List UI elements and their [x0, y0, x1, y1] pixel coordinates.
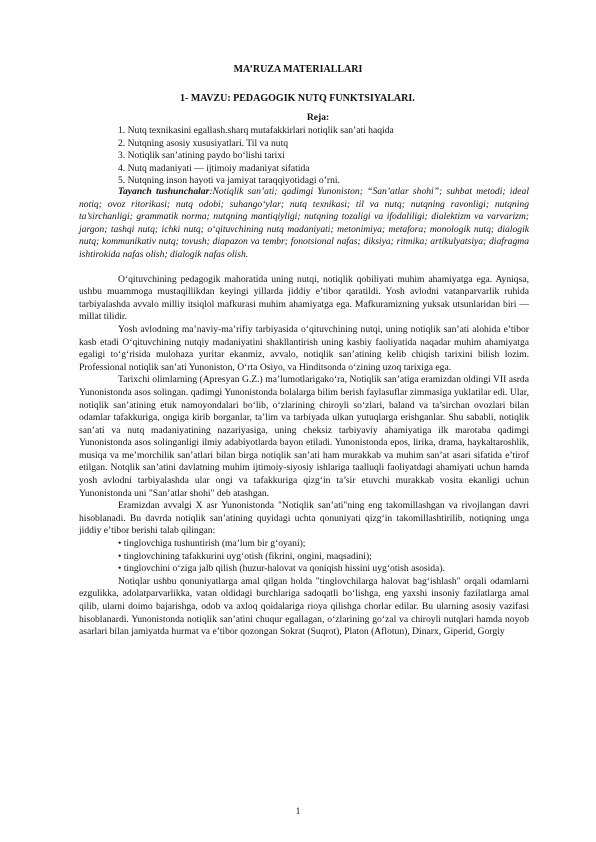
body-paragraph: Yosh avlodning ma’naviy-ma’rifiy tarbiyasida o‘qituvchining nutqi, uning notiqlik san’ati alohida e’tibor kasb etadi O‘qituvchining nutqiy madaniyatini shakllantirish uning kasbiy faoliyatida naqadar muhim ahamiyatga egaligi to‘g‘risida mulohaza yuritar ekanmiz, avvalo, notiqlik san’atining kelib chiqish tarixini bilish lozim. Professional notiqlik san’ati Yunoniston, O‘rta Osiyo, va Hinditsonda o‘zining uzoq tarixiga ega. [79, 323, 529, 373]
bullet-item: • tinglovchining tafakkurini uyg‘otish (fikrini, ongini, maqsadini); [118, 550, 372, 562]
body-text [79, 186, 529, 639]
document-title: MA’RUZA MATERIALLARI [233, 64, 363, 75]
body-paragraph: Notiqlar ushbu qonuniyatlarga amal qilgan holda "tinglovchilarga halovat bag‘ishlash" orqali odamlarni ezgulikka, adolatparvarlikka, vatan oldidagi burchlariga sadoqatli bo‘lishga, eng yaxshi insoniy fazilatlarga amal qilib, ularni doimo bajarishga, odob va axloq qoidalariga rioya qilishga chorlar edilar. Bu ularning asosiy vazifasi hisoblanardi. Yunonistonda notiqlik san’atini chuqur egallagan, o‘zlarining go‘zal va chiroyli nutqlari hamda noyob asarlari bilan jamiyatda hurmat va e’tibor qozongan Sokrat (Suqrot), Platon (Aflotun), Dinarx, Giperid, Gorgiy [79, 575, 529, 638]
keywords-label: Tayanch tushunchalar [118, 186, 210, 197]
topic-heading: 1- MAVZU: PEDAGOGIK NUTQ FUNKTSIYALARI. [180, 93, 415, 104]
plan-heading: Reja: [306, 112, 330, 123]
plan-item: 3. Notiqlik san’atining paydo bo‘lishi tarixi [118, 150, 285, 162]
page-number: 1 [295, 806, 301, 817]
keywords-paragraph [79, 186, 529, 262]
body-paragraph: Tarixchi olimlarning (Apresyan G.Z.) ma’lumotlarigako‘ra, Notiqlik san’atiga eramizdan oldingi VII asrda Yunonistonda asos solingan. qadimgi Yunonistonda bolalarga bilim berish faylasuflar zimmasiga yuklatilar edi. Ular, notiqlik san’atining etuk namoyondalari bo‘lib, o‘zlarining chiroyli so‘zlari, baland va ta’sirchan ovozlari bilan odamlar tafakkuriga, ongiga kirib borganlar, ta’lim va tarbiyada ulkan yutuqlarga erishganlar. Shu sababli, notiqlik san’ati va nutq madaniyatining nazariyasiga, uning cheksiz tarbiyaviy ahamiyatiga ilk marotaba qadimgi Yunonistonda asos solinganligi ilmiy adabiyotlarda bayon etiladi. Yunonistonda epos, lirika, drama, haykaltaroshlik, musiqa va me’morchilik san’atlari bilan birga notiqlik san’ati ham murakkab va muhim san’at asari sifatida e’tirof etilgan. Notqlik san’atini davlatning muhim ijtimoiy-siyosiy ishlariga taalluqli faoliyatdagi ahamiyati uchun hamda yosh avlodni tarbiyalashda ular ongi va tafakkuriga qizg‘in ta’sir etuvchi murakkab vosita ekanligi uchun Yunonistonda uni "San’atlar shohi" deb atashgan. [79, 374, 529, 499]
body-paragraph: O‘qituvchining pedagogik mahoratida uning nutqi, notiqlik qobiliyati muhim ahamiyatga ega. Ayniqsa, ushbu muammoga mustaqillikdan keyingi yillarda jiddiy e’tibor qaratildi. Yosh avlodni vatanparvarlik ruhida tarbiyalashda avvalo milliy itsiqlol mafkurasi muhim ahamiyatga ega. Mafkuramizning yuksak utsunlaridan biri — millat tilidir. [79, 273, 529, 323]
bullet-item: • tinglovchiga tushuntirish (ma’lum bir g‘oyani); [118, 538, 306, 550]
plan-item: 5. Nutqning inson hayoti va jamiyat taraqqiyotidagi o’rni. [118, 175, 340, 187]
plan-list [118, 125, 394, 188]
plan-item: 1. Nutq texnikasini egallash.sharq mutafakkirlari notiqlik san’ati haqida [118, 125, 394, 136]
bullet-item: • tinglovchini o‘ziga jalb qilish (huzur-halovat va qoniqish hissini uyg‘otish asosida). [118, 563, 445, 575]
plan-item: 2. Nutqning asosiy xususiyatlari. Til va nutq [118, 137, 289, 149]
body-paragraph: Eramizdan avvalgi X asr Yunonistonda "Notiqlik san’ati"ning eng takomillashgan va rivojlangan davri hisoblanadi. Bu davrda notiqlik san’atining quyidagi uchta qonuniyati qizg‘in takomillashtirilib, notiqning unga jiddiy e’tibor berishi talab qilingan: [79, 500, 529, 537]
keywords-text: :Notiqlik san’ati; qadimgi Yunoniston; “San’atlar shohi”; suhbat metodi; ideal notiq; ovoz ritorikasi; nutq odobi; suhango‘ylar; nutq texnikasi; til va nutq; nutqning ravonligi; nutqning ta’sirchanligi; grammatik norma; nutqning mantiqiyligi; nutqning tozaligi va ifodaliligi; dialektizm va varvarizm; jargon; tashqi nutq; ichki nutq; o‘qituvchining nutq madaniyati; metonimiya; metafora; monologik nutq; dialogik nutq; kommunikativ nutq; tovush; diapazon va tembr; fonotsional nafas; diksiya; ritmika; artikulyatsiya; diafragma ishtirokida nafas olish; dialogik nafas olish. [79, 186, 529, 260]
plan-item: 4. Nutq madaniyati — ijtimoiy madaniyat sifatida [118, 162, 310, 174]
